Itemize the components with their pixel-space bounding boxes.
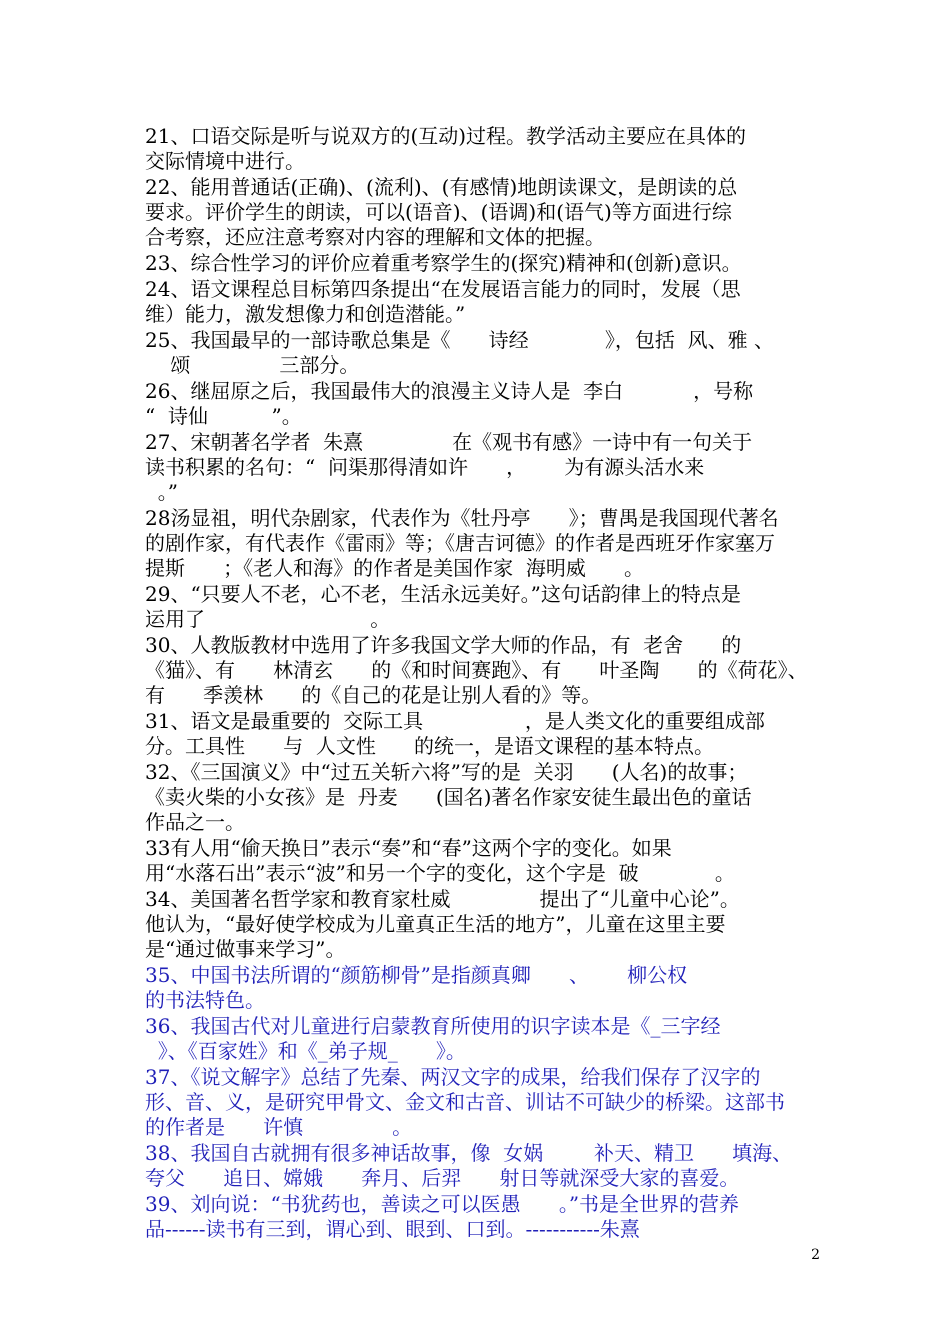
question-q36 bbox=[145, 1014, 825, 1064]
text-line: 品------读书有三到，谓心到、眼到、口到。-----------朱熹 bbox=[145, 1217, 640, 1241]
text-line: 形、音、义，是研究甲骨文、金文和古音、训诂不可缺少的桥梁。这部书 bbox=[145, 1090, 785, 1114]
question-q23 bbox=[145, 251, 825, 276]
text-line: 25、我国最早的一部诗歌总集是《 诗经 》，包括 风、雅 、 bbox=[145, 328, 774, 352]
text-line: “ 诗仙 ”。 bbox=[145, 404, 302, 428]
text-line: 31、语文是最重要的 交际工具 ，是人类文化的重要组成部 bbox=[145, 709, 765, 733]
text-line: 22、能用普通话(正确)、(流利)、(有感情)地朗读课文，是朗读的总 bbox=[145, 175, 738, 199]
text-line: 有 季羡林 的《自己的花是让别人看的》等。 bbox=[145, 683, 602, 707]
text-line: 颂 三部分。 bbox=[145, 353, 360, 377]
question-q33 bbox=[145, 836, 825, 886]
question-q24 bbox=[145, 277, 825, 327]
page-number: 2 bbox=[811, 1247, 820, 1263]
text-line: 维）能力，激发想像力和创造潜能。” bbox=[145, 302, 466, 326]
question-q26 bbox=[145, 379, 825, 429]
question-q35 bbox=[145, 963, 825, 1013]
question-q34 bbox=[145, 887, 825, 962]
question-q31 bbox=[145, 709, 825, 759]
text-line: 30、人教版教材中选用了许多我国文学大师的作品，有 老舍 的 bbox=[145, 633, 742, 657]
question-q32 bbox=[145, 760, 825, 835]
text-line: 21、口语交际是听与说双方的(互动)过程。教学活动主要应在具体的 bbox=[145, 124, 747, 148]
text-line: 29、“只要人不老，心不老，生活永远美好。”这句话韵律上的特点是 bbox=[145, 582, 741, 606]
text-line: 的书法特色。 bbox=[145, 988, 265, 1012]
text-line: 要求。评价学生的朗读，可以(语音)、(语调)和(语气)等方面进行综 bbox=[145, 200, 732, 224]
question-q29 bbox=[145, 582, 825, 632]
text-line: 34、美国著名哲学家和教育家杜威 提出了“儿童中心论”。 bbox=[145, 887, 740, 911]
text-line: 运用了 。 bbox=[145, 607, 391, 631]
text-line: 的作者是 许慎 。 bbox=[145, 1115, 413, 1139]
text-line: 27、宋朝著名学者 朱熹 在《观书有感》一诗中有一句关于 bbox=[145, 430, 753, 454]
text-line: 读书积累的名句：“ 问渠那得清如许 ， 为有源头活水来 bbox=[145, 455, 705, 479]
text-line: 32、《三国演义》中“过五关斩六将”写的是 关羽 (人名)的故事； bbox=[145, 760, 748, 784]
text-line: 33有人用“偷天换日”表示“奏”和“春”这两个字的变化。如果 bbox=[145, 836, 672, 860]
text-line: 36、我国古代对儿童进行启蒙教育所使用的识字读本是《_三字经 bbox=[145, 1014, 721, 1038]
question-q30 bbox=[145, 633, 825, 708]
question-q22 bbox=[145, 175, 825, 250]
text-line: 《猫》、有 林清玄 的《和时间赛跑》、有 叶圣陶 的《荷花》、 bbox=[145, 658, 808, 682]
text-line: 他认为，“最好使学校成为儿童真正生活的地方”，儿童在这里主要 bbox=[145, 912, 726, 936]
text-line: 的剧作家，有代表作《雷雨》等；《唐吉诃德》的作者是西班牙作家塞万 bbox=[145, 531, 775, 555]
text-line: 26、继屈原之后，我国最伟大的浪漫主义诗人是 李白 ，号称 bbox=[145, 379, 754, 403]
question-q28 bbox=[145, 506, 825, 581]
text-line: 24、语文课程总目标第四条提出“在发展语言能力的同时，发展（思 bbox=[145, 277, 741, 301]
question-q27 bbox=[145, 430, 825, 505]
text-line: 35、中国书法所谓的“颜筋柳骨”是指颜真卿 、 柳公权 bbox=[145, 963, 688, 987]
text-line: 合考察，还应注意考察对内容的理解和文体的把握。 bbox=[145, 225, 605, 249]
text-line: 。” bbox=[145, 480, 178, 504]
text-line: 23、综合性学习的评价应着重考察学生的(探究)精神和(创新)意识。 bbox=[145, 251, 742, 275]
text-line: 38、我国自古就拥有很多神话故事，像 女娲 补天、精卫 填海、 bbox=[145, 1141, 793, 1165]
text-line: 《卖火柴的小女孩》是 丹麦 (国名)著名作家安徒生最出色的童话 bbox=[145, 785, 752, 809]
question-q38 bbox=[145, 1141, 825, 1191]
text-line: 28汤显祖，明代杂剧家，代表作为《牡丹亭 》；曹禺是我国现代著名 bbox=[145, 506, 779, 530]
text-line: 作品之一。 bbox=[145, 810, 245, 834]
document-body bbox=[145, 124, 825, 1243]
question-q21 bbox=[145, 124, 825, 174]
question-q39 bbox=[145, 1192, 825, 1242]
question-q37 bbox=[145, 1065, 825, 1140]
text-line: 39、刘向说：“书犹药也，善读之可以医愚 。”书是全世界的营养 bbox=[145, 1192, 740, 1216]
text-line: 夸父 追日、嫦娥 奔月、后羿 射日等就深受大家的喜爱。 bbox=[145, 1166, 740, 1190]
text-line: 》、《百家姓》和《_弟子规_ 》。 bbox=[145, 1039, 466, 1063]
text-line: 37、《说文解字》总结了先秦、两汉文字的成果，给我们保存了汉字的 bbox=[145, 1065, 761, 1089]
text-line: 提斯 ；《老人和海》的作者是美国作家 海明威 。 bbox=[145, 556, 645, 580]
text-line: 分。工具性 与 人文性 的统一，是语文课程的基本特点。 bbox=[145, 734, 715, 758]
text-line: 交际情境中进行。 bbox=[145, 149, 305, 173]
question-q25 bbox=[145, 328, 825, 378]
text-line: 用“水落石出”表示“波”和另一个字的变化，这个字是 破 。 bbox=[145, 861, 735, 885]
text-line: 是“通过做事来学习”。 bbox=[145, 937, 346, 961]
